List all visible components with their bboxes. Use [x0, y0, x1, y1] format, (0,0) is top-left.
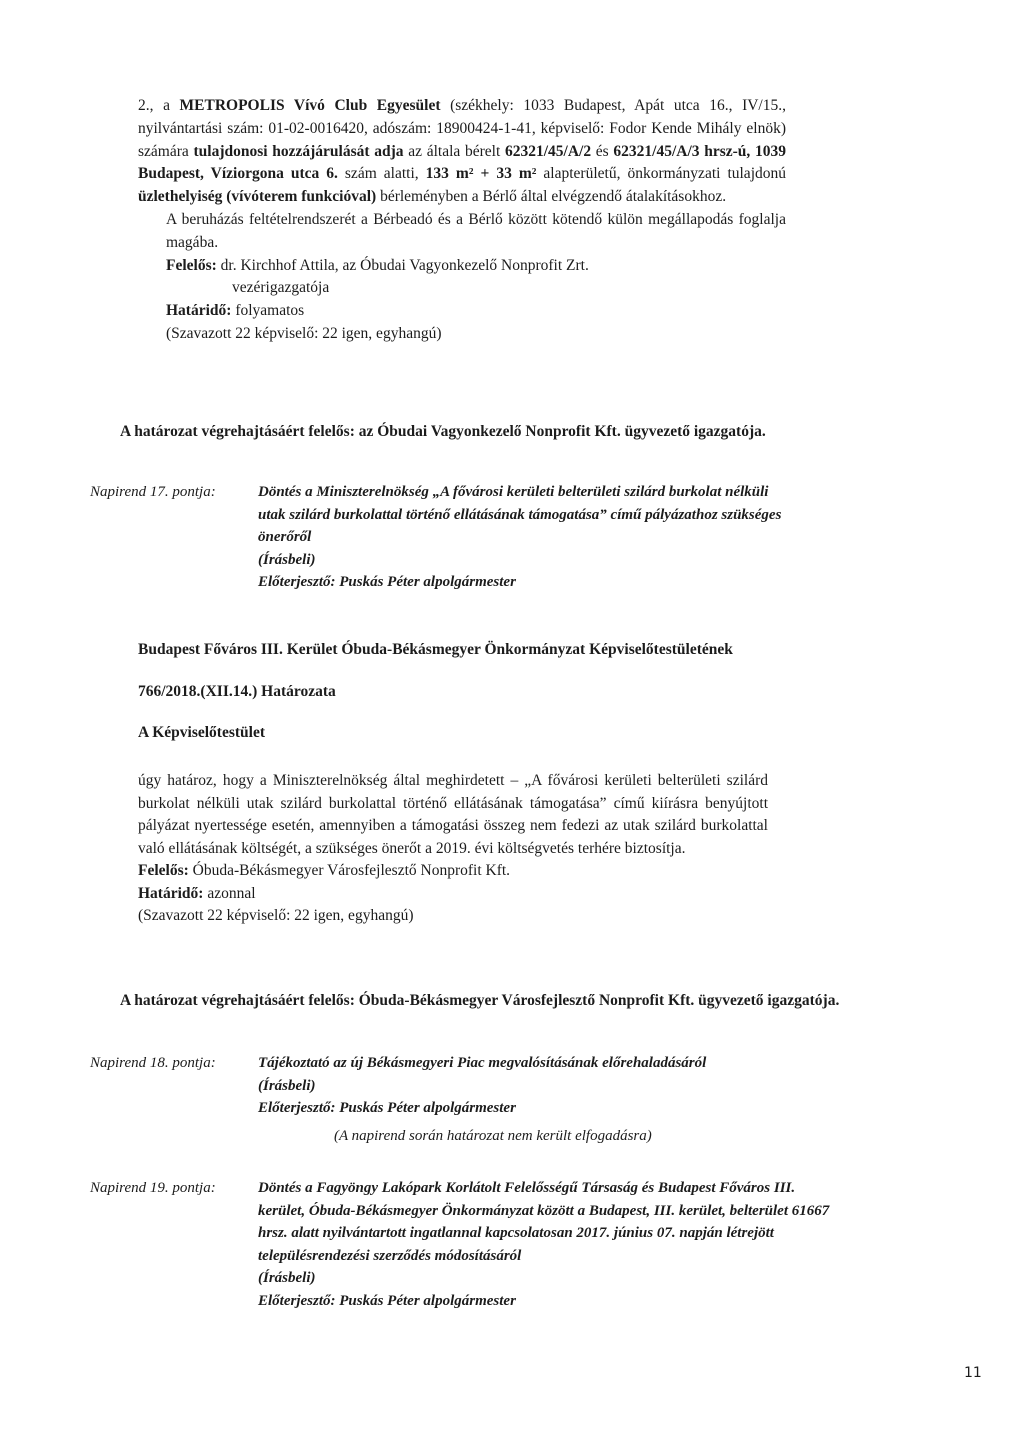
responsible-line-1: A határozat végrehajtásáért felelős: az Óbudai Vagyonkezelő Nonprofit Kft. ügyvezető igazgatója. — [120, 423, 766, 440]
agenda-18-note: (A napirend során határozat nem került elfogadásra) — [334, 1128, 652, 1144]
agenda-18-body: Tájékoztató az új Békásmegyeri Piac megvalósításának előrehaladásáról (Írásbeli) Előterjesztő: Puskás Péter alpolgármester — [258, 1055, 707, 1117]
resolution-authority: Budapest Főváros III. Kerület Óbuda-Békásmegyer Önkormányzat Képviselőtestületének — [138, 641, 733, 658]
resolution-vote: (Szavazott 22 képviselő: 22 igen, egyhangú) — [138, 907, 414, 924]
club-name: METROPOLIS Vívó Club Egyesület — [179, 97, 441, 114]
item-2-deadline: Határidő: folyamatos — [166, 302, 305, 320]
agenda-19-body: Döntés a Fagyöngy Lakópark Korlátolt Felelősségű Társaság és Budapest Főváros III. kerület, Óbuda-Békásmegyer Önkormányzat között a Budapest, III. kerület, belterület 61667 hrsz. alatt nyilvántartott ingatlannal kapcsolatosan 2017. június 07. napján létrejött településrendezési szerződés módosításáról (Írásbeli) Előterjesztő: Puskás Péter alpolgármester — [258, 1180, 830, 1309]
agenda-17-body: Döntés a Miniszterelnökség „A fővárosi kerületi belterületi szilárd burkolat nélküli utak szilárd burkolattal történő ellátásának támogatása” című pályázathoz szükséges önerőről (Írásbeli) Előterjesztő: Puskás Péter alpolgármester — [258, 484, 782, 591]
item-2-vote: (Szavazott 22 képviselő: 22 igen, egyhangú) — [166, 324, 442, 342]
resolution-deadline: Határidő: azonnal — [138, 884, 256, 902]
agenda-18-label: Napirend 18. pontja: — [90, 1055, 216, 1071]
resolution-number: 766/2018.(XII.14.) Határozata — [138, 683, 336, 700]
item-2-section — [138, 95, 786, 346]
agenda-17-label: Napirend 17. pontja: — [90, 484, 216, 500]
responsible-line-2: A határozat végrehajtásáért felelős: Óbuda-Békásmegyer Városfejlesztő Nonprofit Kft. ügyvezető igazgatója. — [120, 992, 840, 1009]
resolution-text: úgy határoz, hogy a Miniszterelnökség által meghirdetett – „A fővárosi kerületi belterületi szilárd burkolat nélküli utak szilárd burkolattal történő ellátásának támogatása” című kiírásra benyújtott pályázat nyertessége esetén, amennyiben a támogatási összeg nem fedezi az utak szilárd burkolattal való ellátásának költségét, a szükséges önerőt a 2019. évi költségvetés terhére biztosítja. — [138, 772, 768, 857]
page-number: 11 — [964, 1365, 982, 1381]
resolution-body-title: A Képviselőtestület — [138, 724, 265, 741]
item-2-agreement: A beruházás feltételrendszerét a Bérbeadó és a Bérlő között kötendő külön megállapodás foglalja magába. — [166, 210, 786, 251]
item-2-responsible: Felelős: dr. Kirchhof Attila, az Óbudai Vagyonkezelő Nonprofit Zrt. — [166, 256, 589, 274]
item-2-responsible-role: vezérigazgatója — [232, 279, 330, 297]
resolution-responsible: Felelős: Óbuda-Békásmegyer Városfejlesztő Nonprofit Kft. — [138, 862, 511, 879]
resolution-text-section — [138, 770, 768, 928]
item-2-paragraph: 2., a METROPOLIS Vívó Club Egyesület (székhely: 1033 Budapest, Apát utca 16., IV/15., nyilvántartási szám: 01-02-0016420, adószám: 18900424-1-41, képviselő: Fodor Kende Mihály elnök) számára tulajdonosi hozzájárulását adja az általa bérelt 62321/45/A/2 és 62321/45/A/3 hrsz-ú, 1039 Budapest, Víziorgona utca 6. szám alatti, 133 m² + 33 m² alapterületű, önkormányzati tulajdonú üzlethelyiség (vívóterem funkcióval) bérleményben a Bérlő által elvégzendő átalakításokhoz. — [138, 97, 787, 206]
agenda-19-label: Napirend 19. pontja: — [90, 1180, 216, 1196]
